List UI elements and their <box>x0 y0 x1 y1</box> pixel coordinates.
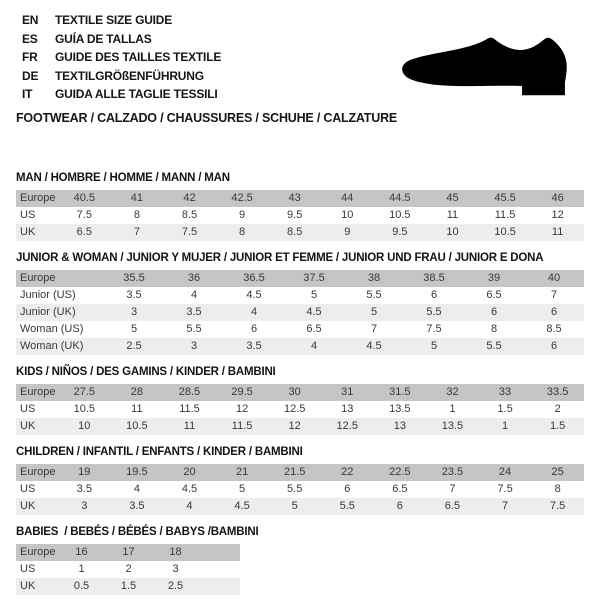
row-label: UK <box>20 580 36 592</box>
size-cell: 6.5 <box>306 323 322 335</box>
size-cell: 10.5 <box>73 403 95 415</box>
size-cell: 12.5 <box>283 403 306 415</box>
size-cell: 1.5 <box>120 580 137 592</box>
row-label: US <box>20 209 36 221</box>
size-cell: 45 <box>446 192 459 204</box>
table-title: KIDS / NIÑOS / DES GAMINS / KINDER / BAMBINI <box>16 366 276 378</box>
size-cell: 8 <box>239 226 246 238</box>
size-cell: 3.5 <box>126 289 142 301</box>
language-row <box>22 67 221 86</box>
size-cell: 7 <box>501 500 509 512</box>
size-cell: 7.5 <box>549 500 566 512</box>
size-cell: 1 <box>449 403 456 415</box>
row-label: Europe <box>20 192 56 204</box>
size-cell: 4.5 <box>181 483 198 495</box>
table-row <box>16 578 240 595</box>
size-cell: 12 <box>235 403 249 415</box>
language-code: EN <box>22 13 39 28</box>
size-cell: 12 <box>288 420 301 432</box>
language-title: GUIDE DES TAILLES TEXTILE <box>55 50 222 65</box>
size-cell: 5.5 <box>486 340 502 352</box>
size-cell: 5 <box>291 500 298 512</box>
table-row <box>16 401 584 418</box>
size-cell: 5 <box>239 483 246 495</box>
size-cell: 33.5 <box>546 386 569 398</box>
language-row <box>22 30 221 49</box>
size-cell: 23.5 <box>441 466 464 478</box>
size-cell: 25 <box>551 466 564 478</box>
size-table <box>16 464 584 515</box>
row-label: Woman (US) <box>20 323 84 335</box>
size-cell: 38 <box>367 272 381 284</box>
size-cell: 2.5 <box>126 340 142 352</box>
row-label: Europe <box>20 546 56 558</box>
size-cell: 7.5 <box>426 323 442 335</box>
row-label: Europe <box>20 272 56 284</box>
size-cell: 4 <box>133 483 140 495</box>
size-cell: 8 <box>133 209 140 221</box>
size-cell: 8.5 <box>546 323 562 335</box>
shoe-icon <box>391 26 579 104</box>
size-cell: 41 <box>130 192 144 204</box>
size-cell: 8.5 <box>287 226 303 238</box>
row-label: Europe <box>20 386 56 398</box>
size-cell: 36.5 <box>243 272 265 284</box>
language-code: ES <box>22 31 38 46</box>
size-cell: 11 <box>446 209 459 221</box>
size-cell: 5.5 <box>287 483 303 495</box>
language-title: TEXTILGRÖßENFÜHRUNG <box>55 68 204 83</box>
table-row <box>16 338 584 355</box>
size-cell: 9 <box>344 226 351 238</box>
size-cell: 7 <box>449 483 456 495</box>
section-babies <box>16 526 584 595</box>
size-cell: 6.5 <box>444 500 461 512</box>
size-cell: 44.5 <box>389 192 411 204</box>
size-cell: 7.5 <box>76 209 92 221</box>
table-title: MAN / HOMBRE / HOMME / MANN / MAN <box>16 172 230 184</box>
table-title: CHILDREN / INFANTIL / ENFANTS / KINDER / BAMBINI <box>16 446 303 458</box>
table-row <box>16 270 584 287</box>
size-cell: 42 <box>183 192 196 204</box>
size-cell: 20 <box>183 466 196 478</box>
size-cell: 13.5 <box>389 403 411 415</box>
section-junior-woman <box>16 252 584 355</box>
row-label: US <box>20 403 36 415</box>
size-cell: 5.5 <box>426 306 442 318</box>
table-title: JUNIOR & WOMAN / JUNIOR Y MUJER / JUNIOR ET FEMME / JUNIOR UND FRAU / JUNIOR E DONA <box>16 252 544 264</box>
size-cell: 11.5 <box>231 420 253 432</box>
size-cell: 21 <box>235 466 249 478</box>
size-cell: 21.5 <box>283 466 306 478</box>
language-title: GUIDA ALLE TAGLIE TESSILI <box>55 87 218 102</box>
row-label: US <box>20 483 36 495</box>
size-cell: 4 <box>190 289 198 301</box>
size-cell: 1.5 <box>497 403 513 415</box>
size-cell: 36 <box>187 272 201 284</box>
size-cell: 6 <box>490 306 498 318</box>
size-cell: 6 <box>550 306 558 318</box>
size-cell: 12.5 <box>336 420 358 432</box>
row-label: UK <box>20 500 36 512</box>
table-row <box>16 544 240 561</box>
size-cell: 4 <box>186 500 193 512</box>
size-cell: 40.5 <box>73 192 95 204</box>
size-table <box>16 190 584 241</box>
size-table <box>16 270 584 355</box>
size-cell: 11 <box>183 420 196 432</box>
size-cell: 6 <box>344 483 351 495</box>
size-cell: 5 <box>370 306 378 318</box>
size-cell: 2.5 <box>167 580 184 592</box>
size-cell: 43 <box>288 192 301 204</box>
size-cell: 29.5 <box>231 386 253 398</box>
size-cell: 7 <box>133 226 140 238</box>
table-row <box>16 384 584 401</box>
size-cell: 7 <box>550 289 558 301</box>
size-cell: 6 <box>430 289 438 301</box>
size-cell: 9.5 <box>287 209 303 221</box>
table-row <box>16 287 584 304</box>
row-label: US <box>20 563 36 575</box>
size-cell: 11.5 <box>179 403 200 415</box>
size-cell: 4 <box>310 340 318 352</box>
size-cell: 3 <box>130 306 138 318</box>
row-label: Junior (US) <box>20 289 76 301</box>
size-cell: 8 <box>554 483 561 495</box>
size-cell: 13.5 <box>441 420 464 432</box>
language-code: FR <box>22 50 38 65</box>
size-cell: 7.5 <box>497 483 513 495</box>
size-cell: 2 <box>554 403 561 415</box>
size-cell: 9.5 <box>392 226 408 238</box>
size-cell: 24 <box>498 466 512 478</box>
size-cell: 18 <box>169 546 182 558</box>
size-cell: 9 <box>239 209 246 221</box>
size-cell: 19.5 <box>126 466 148 478</box>
language-title-list <box>22 11 221 104</box>
size-cell: 3.5 <box>129 500 145 512</box>
spacer-cell <box>199 544 240 561</box>
size-cell: 4.5 <box>246 289 262 301</box>
size-cell: 35.5 <box>123 272 145 284</box>
size-cell: 44 <box>341 192 354 204</box>
size-cell: 10 <box>446 226 459 238</box>
size-cell: 10.5 <box>389 209 411 221</box>
size-cell: 5 <box>130 323 138 335</box>
size-cell: 1 <box>501 420 509 432</box>
table-row <box>16 498 584 515</box>
size-cell: 3.5 <box>186 306 202 318</box>
size-cell: 1 <box>78 563 85 575</box>
size-cell: 28 <box>130 386 144 398</box>
language-row <box>22 85 221 104</box>
language-code: DE <box>22 68 39 83</box>
size-cell: 10.5 <box>494 226 516 238</box>
size-cell: 6 <box>250 323 258 335</box>
size-cell: 3.5 <box>246 340 262 352</box>
size-cell: 39 <box>487 272 501 284</box>
size-cell: 40 <box>547 272 561 284</box>
size-cell: 1.5 <box>549 420 566 432</box>
size-cell: 33 <box>498 386 512 398</box>
size-cell: 28.5 <box>178 386 201 398</box>
size-cell: 16 <box>75 546 88 558</box>
size-cell: 5.5 <box>366 289 382 301</box>
size-cell: 22 <box>341 466 354 478</box>
size-cell: 6 <box>396 500 403 512</box>
size-cell: 4.5 <box>234 500 250 512</box>
size-cell: 46 <box>551 192 564 204</box>
size-cell: 32 <box>446 386 459 398</box>
size-cell: 11.5 <box>494 209 516 221</box>
language-code: IT <box>22 87 33 102</box>
size-cell: 11 <box>551 226 564 238</box>
row-label: UK <box>20 226 36 238</box>
row-label: Junior (UK) <box>20 306 76 318</box>
size-cell: 8 <box>490 323 498 335</box>
size-cell: 10.5 <box>126 420 148 432</box>
size-cell: 10 <box>78 420 91 432</box>
size-cell: 11 <box>131 403 143 415</box>
size-tables <box>16 172 584 595</box>
size-cell: 2 <box>125 563 132 575</box>
language-row <box>22 48 221 67</box>
size-cell: 6.5 <box>486 289 502 301</box>
size-cell: 4.5 <box>366 340 382 352</box>
size-cell: 45.5 <box>494 192 516 204</box>
size-cell: 4.5 <box>306 306 322 318</box>
size-cell: 19 <box>78 466 91 478</box>
spacer-cell <box>199 561 240 578</box>
size-cell: 17 <box>122 546 135 558</box>
table-row <box>16 481 584 498</box>
section-kids <box>16 366 584 435</box>
section-children <box>16 446 584 515</box>
size-cell: 42.5 <box>231 192 253 204</box>
size-cell: 7.5 <box>181 226 198 238</box>
size-cell: 3 <box>190 340 198 352</box>
size-cell: 38.5 <box>423 272 445 284</box>
size-cell: 22.5 <box>389 466 411 478</box>
size-cell: 0.5 <box>73 580 90 592</box>
table-row <box>16 561 240 578</box>
size-cell: 3 <box>172 563 179 575</box>
section-man <box>16 172 584 241</box>
language-title: GUÍA DE TALLAS <box>55 31 152 46</box>
size-cell: 5 <box>310 289 318 301</box>
table-row <box>16 304 584 321</box>
language-title: TEXTILE SIZE GUIDE <box>55 13 173 28</box>
size-cell: 30 <box>288 386 301 398</box>
language-row <box>22 11 221 30</box>
table-row <box>16 321 584 338</box>
size-cell: 37.5 <box>303 272 325 284</box>
table-row <box>16 207 584 224</box>
size-table <box>16 384 584 435</box>
size-cell: 6 <box>550 340 558 352</box>
size-cell: 5.5 <box>339 500 355 512</box>
size-cell: 31 <box>341 386 354 398</box>
size-cell: 6.5 <box>76 226 92 238</box>
size-cell: 6.5 <box>392 483 408 495</box>
table-row <box>16 190 584 207</box>
category-line: FOOTWEAR / CALZADO / CHAUSSURES / SCHUHE / CALZATURE <box>16 111 398 125</box>
size-cell: 3 <box>81 500 88 512</box>
row-label: UK <box>20 420 36 432</box>
size-cell: 27.5 <box>73 386 95 398</box>
size-cell: 8.5 <box>181 209 198 221</box>
size-cell: 5 <box>430 340 438 352</box>
size-cell: 10 <box>341 209 354 221</box>
row-label: Europe <box>20 466 56 478</box>
table-row <box>16 464 584 481</box>
table-row <box>16 224 584 241</box>
row-label: Woman (UK) <box>20 340 84 352</box>
size-cell: 7 <box>370 323 378 335</box>
size-cell: 13 <box>341 403 354 415</box>
table-title: BABIES / BEBÉS / BÉBÉS / BABYS /BAMBINI <box>16 526 259 538</box>
spacer-cell <box>199 578 240 595</box>
table-row <box>16 418 584 435</box>
size-cell: 31.5 <box>389 386 411 398</box>
size-cell: 12 <box>551 209 564 221</box>
size-cell: 4 <box>250 306 258 318</box>
size-cell: 5.5 <box>186 323 202 335</box>
size-cell: 13 <box>393 420 406 432</box>
size-table <box>16 544 240 595</box>
size-cell: 3.5 <box>76 483 92 495</box>
